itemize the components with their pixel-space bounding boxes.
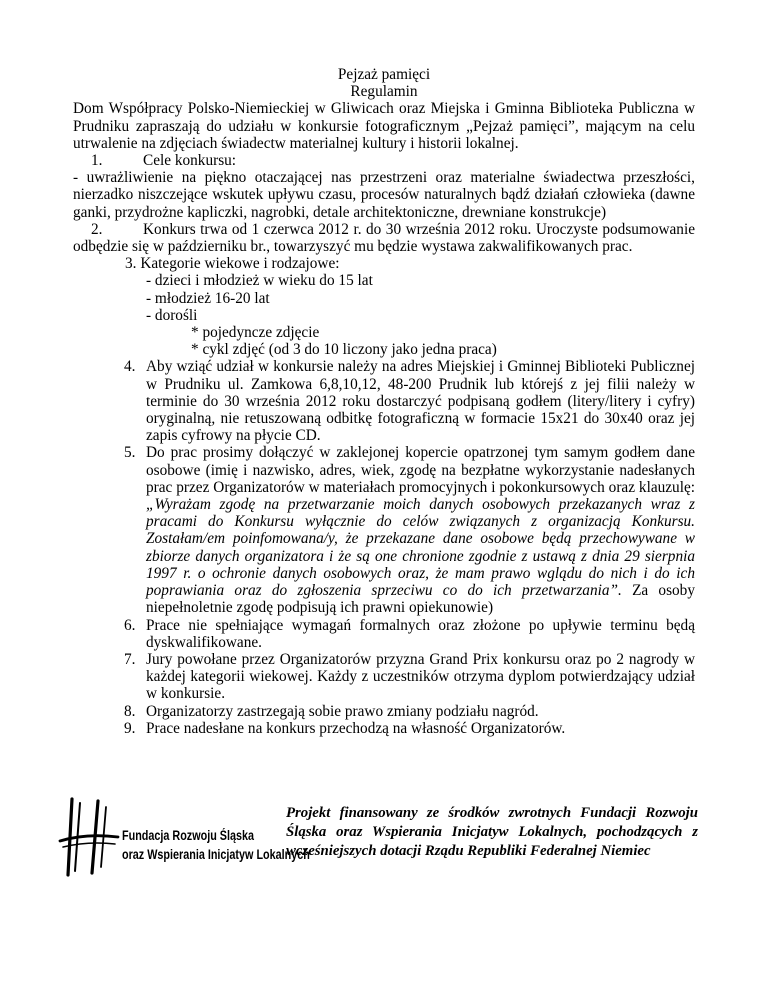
rule-text: Prace nie spełniające wymagań formalnych oraz złożone po upływie terminu będą dyskwalifikowane. [146,616,695,651]
rule-number: 9. [124,719,136,737]
rule-number: 8. [124,702,136,720]
rule-number: 6. [124,616,136,634]
rule-text: Jury powołane przez Organizatorów przyzna Grand Prix konkursu oraz po 2 nagrody w każdej kategorii wiekowej. Każdy z uczestników otrzyma dyplom potwierdzający udział w konkursie. [146,650,695,703]
age-category: - dorośli [146,306,198,324]
document-title: Pejzaż pamięci [337,66,431,83]
section-1-heading [73,152,695,169]
section-2-text: Konkurs trwa od 1 czerwca 2012 r. do 30 września 2012 roku. Uroczyste podsumowanie odbędzie się w październiku br., towarzyszyć mu będzie wystawa zakwalifikowanych prac. [73,220,695,256]
rule-text: Organizatorzy zastrzegają sobie prawo zmiany podziału nagród. [146,702,539,720]
rule-number: 7. [124,650,136,668]
section-3-heading [73,255,695,272]
regulations-document [73,66,695,737]
type-category: * cykl zdjęć (od 3 do 10 liczony jako jedna praca) [191,341,497,359]
section-3-number: 3. [125,255,137,273]
intro-paragraph: Dom Współpracy Polsko-Niemieckiej w Gliwicach oraz Miejska i Gminna Biblioteka Publiczna w Prudniku zapraszają do udziału w konkursie fotograficznym „Pejzaż pamięci”, mającym na celu utrwalenie na zdjęciach świadectw materialnej kultury i historii lokalnej. [73,100,695,152]
rule-text: Aby wziąć udział w konkursie należy na adres Miejskiej i Gminnej Biblioteki Publicznej w Prudniku ul. Zamkowa 6,8,10,12, 48-200 Prudnik lub którejś z jej filii należy w terminie do 30 września 2012 roku dostarczyć podpisaną godłem (litery/litery i cyfry) oryginalną, nie retuszowaną odbitkę fotograficzną w formacie 15x21 do 30x40 oraz jej zapis cyfrowy na płycie CD. [146,358,695,445]
age-category: - młodzież 16-20 lat [146,289,270,307]
foundation-logo-text [122,826,310,864]
section-2-number: 2. [91,220,103,238]
section-3-title: Kategorie wiekowe i rodzajowe: [140,255,340,273]
rule-item [73,703,695,720]
rule-item [73,651,695,703]
foundation-logo-icon [58,797,120,877]
section-1-number: 1. [91,152,103,170]
section-1-title: Cele konkursu: [143,152,237,170]
type-category: * pojedyncze zdjęcie [191,324,320,342]
rule-text-tail: Za osoby niepełnoletnie zgodę podpisują ich prawni opiekunowie) [146,582,695,617]
rule-item [73,617,695,651]
section-2-paragraph [73,221,695,255]
rule-item [73,358,695,444]
rule-number: 5. [124,444,136,462]
logo-line-1: Fundacja Rozwoju Śląska [122,828,255,843]
rule-text: Prace nadesłane na konkurs przechodzą na własność Organizatorów. [146,719,566,737]
rules-list [73,358,695,736]
rule-number: 4. [124,358,136,376]
age-category: - dzieci i młodzież w wieku do 15 lat [146,272,373,290]
consent-clause: „Wyrażam zgodę na przetwarzanie moich danych osobowych przekazanych wraz z pracami do Konkursu wyłącznie do celów związanych z organizacją Konkursu. Zostałam/em poinfomowana/y, że przekazane dane osobowe będą przechowywane w zbiorze danych organizatora i że są one chronione zgodnie z ustawą z dnia 29 sierpnia 1997 r. o ochronie danych osobowych oraz, że mam prawo wglądu do nich i do ich poprawiania oraz do zgłoszenia sprzeciwu co do ich przetwarzania”. [146,496,695,600]
section-1-text: - uwrażliwienie na piękno otaczającej nas przestrzeni oraz materialne świadectwa przeszłości, nierzadko niszczejące wskutek upływu czasu, procesów naturalnych bądź działań człowieka (dawne ganki, przydrożne kapliczki, nagrobki, detale architektoniczne, drewniane konstrukcje) [73,169,695,221]
rule-item [73,444,695,616]
funding-note: Projekt finansowany ze środków zwrotnych Fundacji Rozwoju Śląska oraz Wspierania Inicjatyw Lokalnych, pochodzących z wcześniejszych dotacji Rządu Republiki Federalnej Niemiec [286,805,698,859]
document-subtitle: Regulamin [350,83,418,101]
rule-text: Do prac prosimy dołączyć w zaklejonej kopercie opatrzonej tym samym godłem dane osobowe (imię i nazwisko, adres, wiek, zgodę na bezpłatne wykorzystanie nadesłanych prac przez Organizatorów w materiałach promocyjnych i pokonkursowych oraz klauzulę: [146,444,695,496]
logo-line-2: oraz Wspierania Inicjatyw Lokalnych [122,847,310,862]
rule-item [73,720,695,737]
